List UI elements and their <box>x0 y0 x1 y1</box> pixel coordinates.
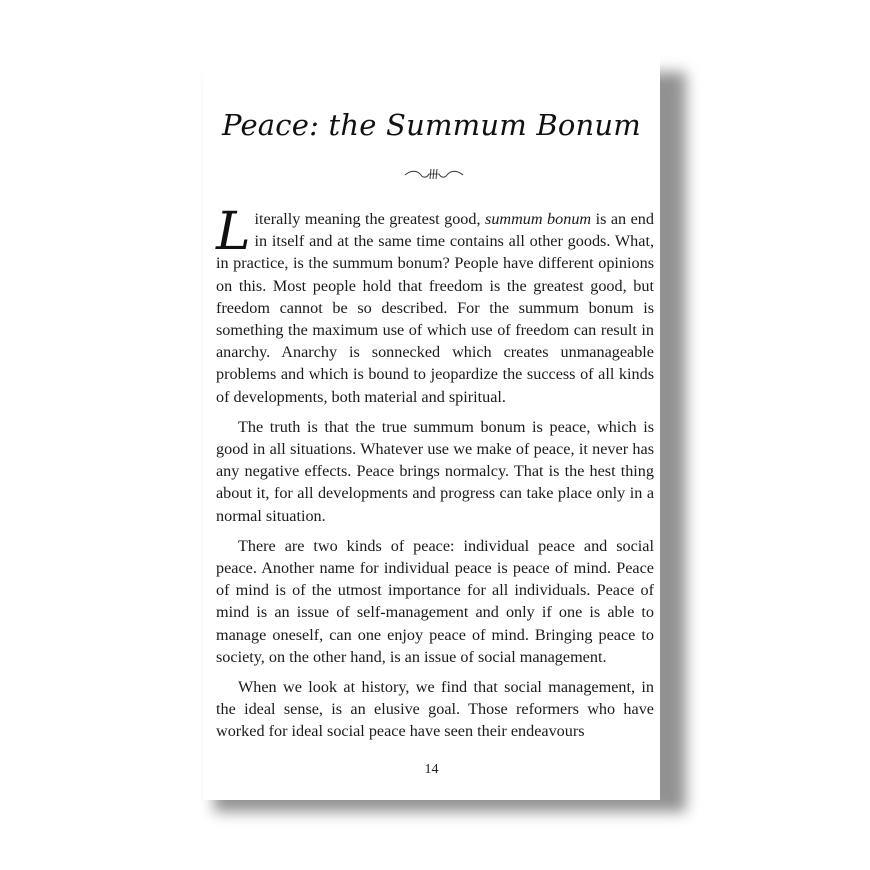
chapter-title: Peace: the Summum Bonum <box>222 108 641 142</box>
body-text <box>216 202 654 751</box>
paragraph-1-start: iterally meaning the greatest good, <box>254 210 486 228</box>
page-number: 14 <box>424 762 439 777</box>
paragraph-4: When we look at history, we find that social management, in the ideal sense, is an elusive goal. Those reformers who have worked for ideal social peace have seen their endeavours <box>216 678 654 741</box>
paragraph-1-rest: is an end in itself and at the same time contains all other goods. What, in practice, is the summum bonum? People have different opinions on this. Most people hold that freedom is the greatest good, but freedom cannot be so described. For the summum bonum is something the maximum use of which use of freedom can result in anarchy. Anarchy is sonnecked which creates unmanageable problems and which is bound to jeopardize the success of all kinds of developments, both material and spiritual. <box>216 210 654 406</box>
paragraph-3: There are two kinds of peace: individual peace and social peace. Another name for individual peace is peace of mind. Peace of mind is of the utmost importance for all individuals. Peace of mind is an issue of self-management and only if one is able to manage oneself, can one enjoy peace of mind. Bringing peace to society, on the other hand, is an issue of social management. <box>216 536 654 666</box>
paragraph-2: The truth is that the true summum bonum is peace, which is good in all situations. Whatever use we make of peace, it never has any negative effects. Peace brings normalcy. That is the hest thing about it, for all developments and progress can take place only in a normal situation. <box>216 417 654 525</box>
emphasis-summum-bonum: summum bonum <box>485 210 592 228</box>
flourish-divider-icon <box>403 166 465 182</box>
drop-cap: L <box>216 202 251 262</box>
book-page <box>203 58 660 800</box>
paragraph-1 <box>216 202 654 408</box>
